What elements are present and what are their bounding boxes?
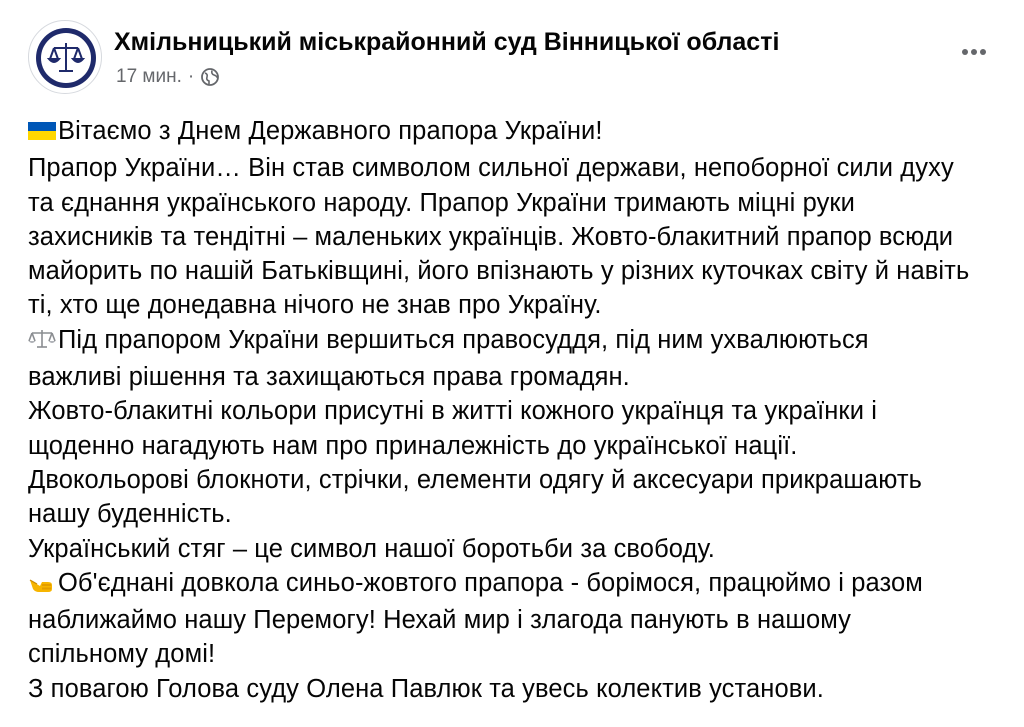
post-meta bbox=[116, 66, 220, 88]
text-line: Прапор України… Він став символом сильної держави, непоборної сили духу bbox=[28, 154, 954, 183]
post-timestamp[interactable]: 17 мин. bbox=[116, 66, 182, 87]
balance-scale-icon bbox=[28, 326, 56, 360]
post-header bbox=[28, 20, 994, 96]
text-line: наближаймо нашу Перемогу! Нехай мир і злагода панують в нашому bbox=[28, 606, 852, 635]
text-line bbox=[28, 114, 1008, 151]
more-options-button[interactable] bbox=[954, 32, 994, 72]
text-line: захисників та тендітні – маленьких українців. Жовто-блакитний прапор всюди bbox=[28, 222, 954, 251]
page-name-link[interactable]: Хмільницький міськрайонний суд Вінницької області bbox=[114, 28, 780, 56]
text-line: та єднання українського народу. Прапор України тримають міцні руки bbox=[28, 188, 856, 217]
signature-line: З повагою Голова суду Олена Павлюк та увесь колектив установи. bbox=[28, 674, 824, 703]
more-options-icon bbox=[954, 32, 994, 72]
text-line: Український стяг – це символ нашої боротьби за свободу. bbox=[28, 534, 715, 563]
scales-of-justice-icon bbox=[29, 21, 103, 95]
pointing-hand-icon bbox=[28, 569, 56, 603]
greeting-text: Вітаємо з Днем Державного прапора України! bbox=[58, 117, 603, 145]
globe-icon[interactable] bbox=[200, 67, 220, 87]
ukraine-flag-icon bbox=[28, 117, 56, 151]
text-line: майорить по нашій Батьківщині, його впізнають у різних куточках світу й навіть bbox=[28, 257, 970, 286]
text-line: Жовто-блакитні кольори присутні в житті кожного українця та українки і bbox=[28, 397, 877, 426]
text-line: нашу буденність. bbox=[28, 500, 232, 529]
post-text bbox=[28, 114, 1008, 706]
text-line: щоденно нагадують нам про приналежність до української нації. bbox=[28, 431, 798, 460]
text-line: важливі рішення та захищаються права громадян. bbox=[28, 363, 630, 392]
page-avatar[interactable] bbox=[28, 20, 102, 94]
text-line bbox=[28, 566, 1008, 603]
justice-text: Під прапором України вершиться правосуддя, під ним ухвалюються bbox=[58, 325, 869, 354]
meta-separator: · bbox=[187, 66, 195, 87]
text-line: ті, хто ще донедавна нічого не знав про Україну. bbox=[28, 291, 602, 320]
unity-text: Об'єднані довкола синьо-жовтого прапора - борімося, працюймо і разом bbox=[58, 568, 923, 597]
text-line: Двокольорові блокноти, стрічки, елементи одягу й аксесуари прикрашають bbox=[28, 465, 923, 494]
text-line bbox=[28, 323, 1008, 360]
text-line: спільному домі! bbox=[28, 640, 216, 669]
